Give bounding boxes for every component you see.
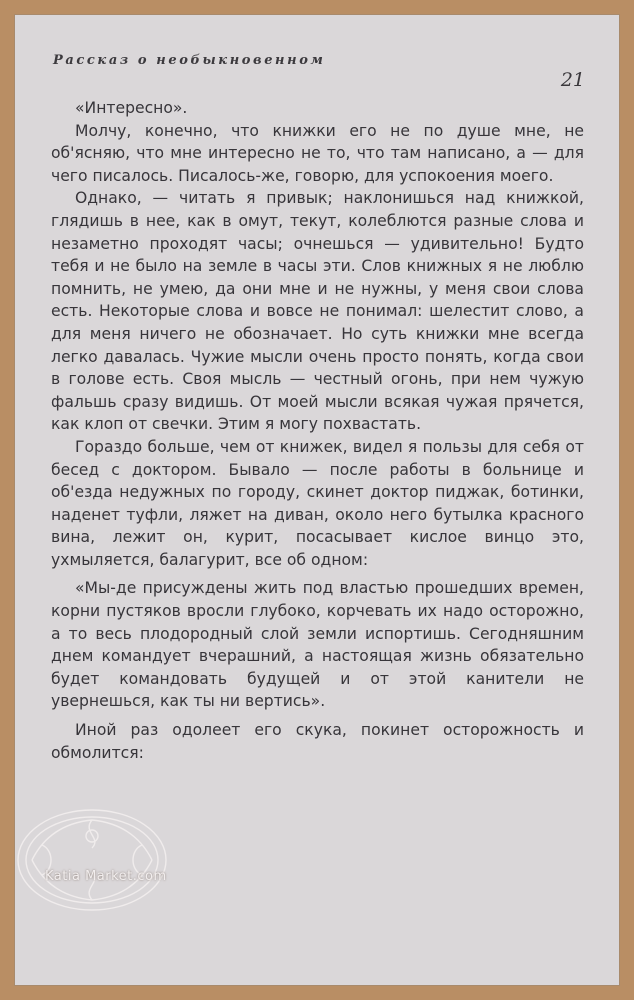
page-number: 21 <box>560 69 585 91</box>
paragraph: Иной раз одолеет его скука, покинет осторожность и обмолится: <box>51 721 584 762</box>
watermark-logo <box>2 800 182 920</box>
running-header: Рассказ о необыкновенном <box>53 53 326 68</box>
paragraph: Однако, — читать я привык; наклонишься над книжкой, глядишь в нее, как в омут, текут, колеблются разные слова и незаметно проходят часы; очнешься — удивительно! Будто тебя и не было на земле в часы эти. Слов книжных я не люблю помнить, не умею, да они мне и не нужны, у меня свои слова есть. Некоторые слова и вовсе не понимал: шелестит слово, а для меня ничего не обозначает. Но суть книжки мне всегда легко давалась. Чужие мысли очень просто понять, когда свои в голове есть. Своя мысль — честный огонь, при нем чужую фальшь сразу видишь. От моей мысли всякая чужая прячется, как клоп от свечки. Этим я могу похвастать. <box>51 189 584 434</box>
watermark-text: Katia Market.com <box>45 869 167 884</box>
quote-paragraph: «Мы-де присуждены жить под властью прошедших времен, корни пустяков вросли глубоко, корчевать их надо осторожно, а то весь плодородный слой земли испортишь. Сегодняшним днем командует вчерашний, а настоящая жизнь обязательно будет командовать будущей и от этой канители не увернешься, как ты ни вертись». <box>51 579 584 711</box>
paragraph: «Интересно». <box>75 99 188 117</box>
body-text <box>51 97 584 764</box>
paragraph: Гораздо больше, чем от книжек, видел я пользы для себя от бесед с доктором. Бывало — после работы в больнице и об'езда недужных по городу, скинет доктор пиджак, ботинки, наденет туфли, ляжет на диван, около него бутылка красного вина, лежит он, курит, посасывает кислое винцо это, ухмыляется, балагурит, все об одном: <box>51 437 584 569</box>
paragraph: Молчу, конечно, что книжки его не по душе мне, не об'ясняю, что мне интересно не то, что там написано, а — для чего писалось. Писалось-же, говорю, для успокоения моего. <box>51 121 584 185</box>
